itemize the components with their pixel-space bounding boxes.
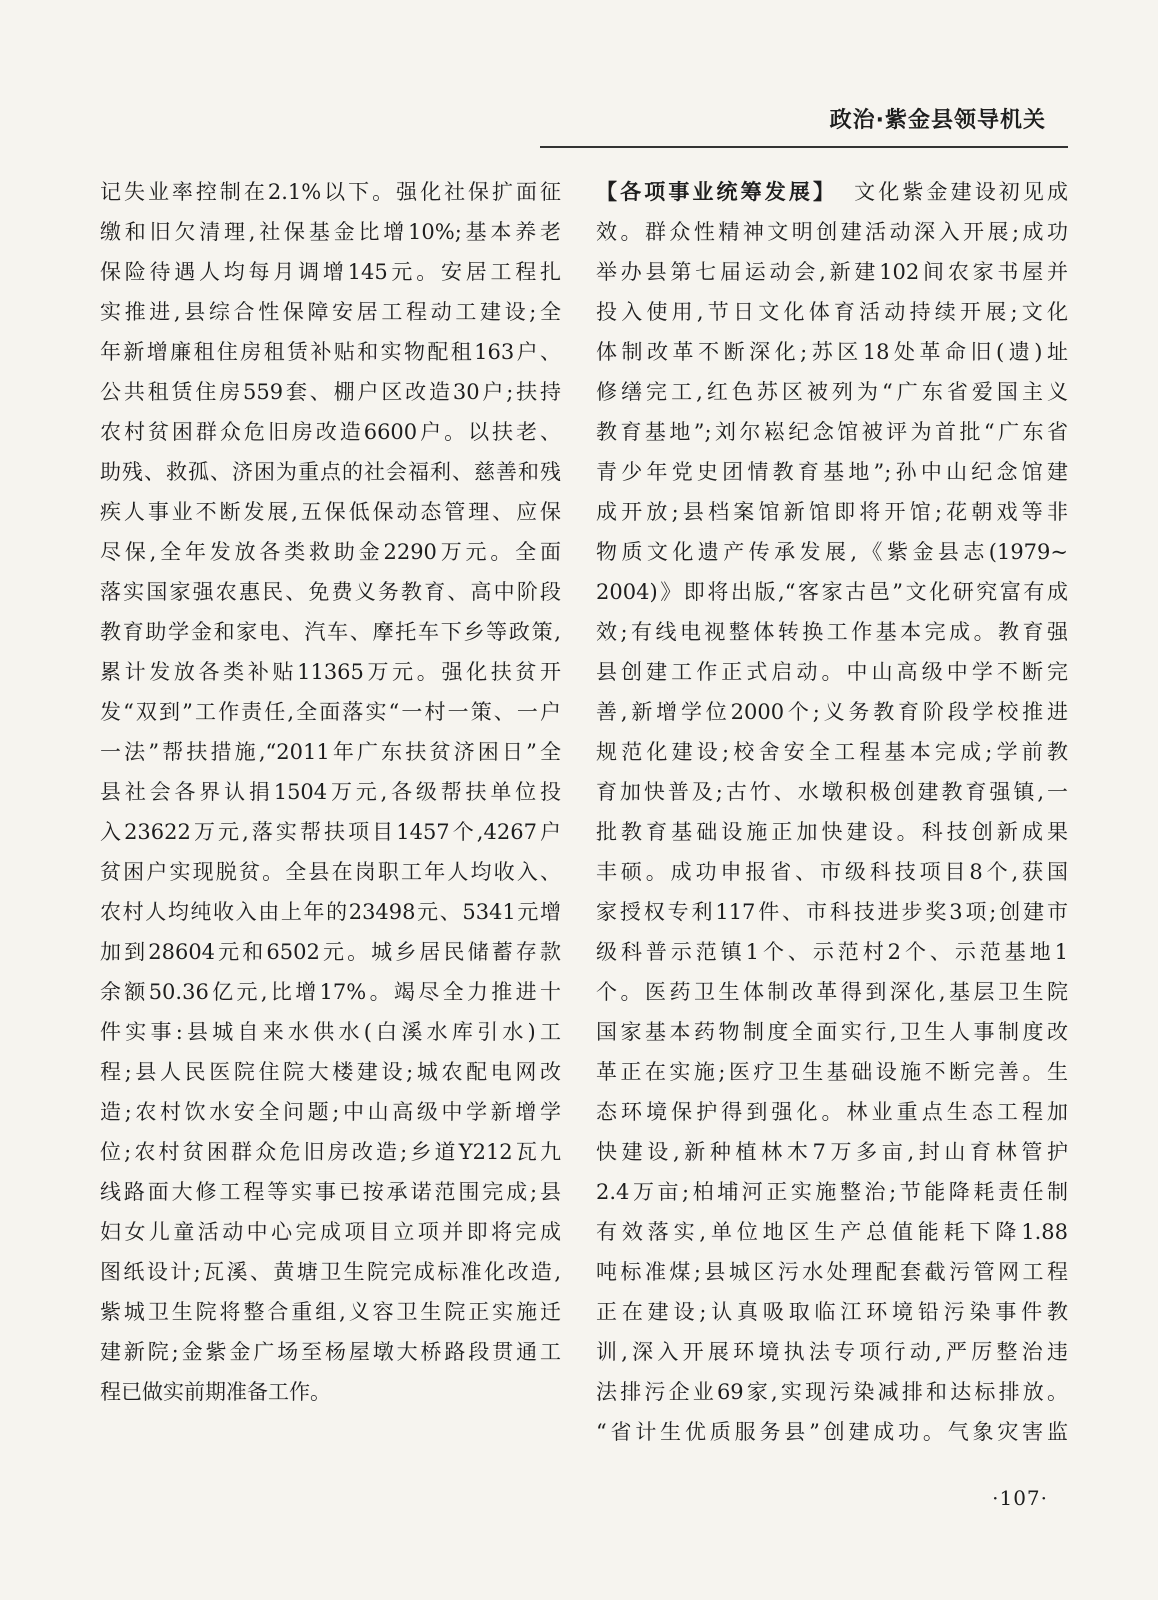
text-line: 国家基本药物制度全面实行,卫生人事制度改 <box>596 1020 1068 1044</box>
text-line: 个。医药卫生体制改革得到深化,基层卫生院 <box>596 980 1068 1004</box>
text-line: 件实事:县城自来水供水(白溪水库引水)工 <box>100 1020 561 1044</box>
text-line: 妇女儿童活动中心完成项目立项并即将完成 <box>100 1220 561 1244</box>
text-line: 造;农村饮水安全问题;中山高级中学新增学 <box>100 1100 561 1124</box>
text-line: 农村贫困群众危旧房改造6600户。以扶老、 <box>100 420 561 444</box>
text-line: 线路面大修工程等实事已按承诺范围完成;县 <box>100 1180 561 1204</box>
text-line: “省计生优质服务县”创建成功。气象灾害监 <box>596 1420 1068 1444</box>
text-line: 尽保,全年发放各类救助金2290万元。全面 <box>100 540 561 564</box>
text-line: 入23622万元,落实帮扶项目1457个,4267户 <box>100 820 561 844</box>
text-line: 贫困户实现脱贫。全县在岗职工年人均收入、 <box>100 860 561 884</box>
text-line: 图纸设计;瓦溪、黄塘卫生院完成标准化改造, <box>100 1260 561 1284</box>
right-first-line <box>596 172 1068 212</box>
text-line: 批教育基础设施正加快建设。科技创新成果 <box>596 820 1068 844</box>
text-line: 体制改革不断深化;苏区18处革命旧(遗)址 <box>596 340 1068 364</box>
text-line: 育加快普及;古竹、水墩积极创建教育强镇,一 <box>596 780 1068 804</box>
text-line: 革正在实施;医疗卫生基础设施不断完善。生 <box>596 1060 1068 1084</box>
text-line: 善,新增学位2000个;义务教育阶段学校推进 <box>596 700 1068 724</box>
text-line: 余额50.36亿元,比增17%。竭尽全力推进十 <box>100 980 561 1004</box>
left-column <box>100 172 561 1412</box>
text-line: 紫城卫生院将整合重组,义容卫生院正实施迁 <box>100 1300 561 1324</box>
text-line: 效。群众性精神文明创建活动深入开展;成功 <box>596 220 1068 244</box>
text-line: 快建设,新种植林木7万多亩,封山育林管护 <box>596 1140 1068 1164</box>
text-line: 态环境保护得到强化。林业重点生态工程加 <box>596 1100 1068 1124</box>
header-rule <box>540 146 1068 148</box>
text-line: 年新增廉租住房租赁补贴和实物配租163户、 <box>100 340 561 364</box>
running-head: 政治·紫金县领导机关 <box>829 108 1046 133</box>
text-line: 位;农村贫困群众危旧房改造;乡道Y212瓦九 <box>100 1140 561 1164</box>
text-line: 举办县第七届运动会,新建102间农家书屋并 <box>596 260 1068 284</box>
text-line: 疾人事业不断发展,五保低保动态管理、应保 <box>100 500 561 524</box>
text-line: 县创建工作正式启动。中山高级中学不断完 <box>596 660 1068 684</box>
text-line: 教育助学金和家电、汽车、摩托车下乡等政策, <box>100 620 561 644</box>
text-line: 保险待遇人均每月调增145元。安居工程扎 <box>100 260 561 284</box>
text-line: 丰硕。成功申报省、市级科技项目8个,获国 <box>596 860 1068 884</box>
right-column <box>596 172 1068 1452</box>
section-first-text: 文化紫金建设初见成 <box>851 180 1069 204</box>
text-line: 一法”帮扶措施,“2011年广东扶贫济困日”全 <box>100 740 561 764</box>
text-line: 程;县人民医院住院大楼建设;城农配电网改 <box>100 1060 561 1084</box>
text-line: 效;有线电视整体转换工作基本完成。教育强 <box>596 620 1068 644</box>
text-line: 成开放;县档案馆新馆即将开馆;花朝戏等非 <box>596 500 1068 524</box>
text-line: 程已做实前期准备工作。 <box>100 1380 331 1404</box>
text-line: 青少年党史团情教育基地”;孙中山纪念馆建 <box>596 460 1068 484</box>
text-line: 教育基地”;刘尔崧纪念馆被评为首批“广东省 <box>596 420 1068 444</box>
text-line: 助残、救孤、济困为重点的社会福利、慈善和残 <box>100 460 561 484</box>
text-line: 实推进,县综合性保障安居工程动工建设;全 <box>100 300 561 324</box>
text-line: 家授权专利117件、市科技进步奖3项;创建市 <box>596 900 1068 924</box>
text-line: 2.4万亩;柏埔河正实施整治;节能降耗责任制 <box>596 1180 1068 1204</box>
text-line: 落实国家强农惠民、免费义务教育、高中阶段 <box>100 580 561 604</box>
text-line: 规范化建设;校舍安全工程基本完成;学前教 <box>596 740 1068 764</box>
page-number: ·107· <box>992 1486 1048 1510</box>
text-line: 加到28604元和6502元。城乡居民储蓄存款 <box>100 940 561 964</box>
text-line: 县社会各界认捐1504万元,各级帮扶单位投 <box>100 780 561 804</box>
text-line: 物质文化遗产传承发展,《紫金县志(1979~ <box>596 540 1068 564</box>
text-line: 修缮完工,红色苏区被列为“广东省爱国主义 <box>596 380 1068 404</box>
text-line: 吨标准煤;县城区污水处理配套截污管网工程 <box>596 1260 1068 1284</box>
text-line: 农村人均纯收入由上年的23498元、5341元增 <box>100 900 561 924</box>
text-line: 缴和旧欠清理,社保基金比增10%;基本养老 <box>100 220 561 244</box>
text-line: 级科普示范镇1个、示范村2个、示范基地1 <box>596 940 1068 964</box>
section-title: 【各项事业统筹发展】 <box>596 180 838 204</box>
text-line: 投入使用,节日文化体育活动持续开展;文化 <box>596 300 1068 324</box>
text-line: 累计发放各类补贴11365万元。强化扶贫开 <box>100 660 561 684</box>
text-line: 公共租赁住房559套、棚户区改造30户;扶持 <box>100 380 561 404</box>
text-line: 2004)》即将出版,“客家古邑”文化研究富有成 <box>596 580 1068 604</box>
text-line: 正在建设;认真吸取临江环境铅污染事件教 <box>596 1300 1068 1324</box>
text-line: 建新院;金紫金广场至杨屋墩大桥路段贯通工 <box>100 1340 561 1364</box>
text-line: 有效落实,单位地区生产总值能耗下降1.88 <box>596 1220 1068 1244</box>
text-line: 发“双到”工作责任,全面落实“一村一策、一户 <box>100 700 561 724</box>
text-line: 记失业率控制在2.1%以下。强化社保扩面征 <box>100 180 561 204</box>
text-line: 训,深入开展环境执法专项行动,严厉整治违 <box>596 1340 1068 1364</box>
text-line: 法排污企业69家,实现污染减排和达标排放。 <box>596 1380 1068 1404</box>
